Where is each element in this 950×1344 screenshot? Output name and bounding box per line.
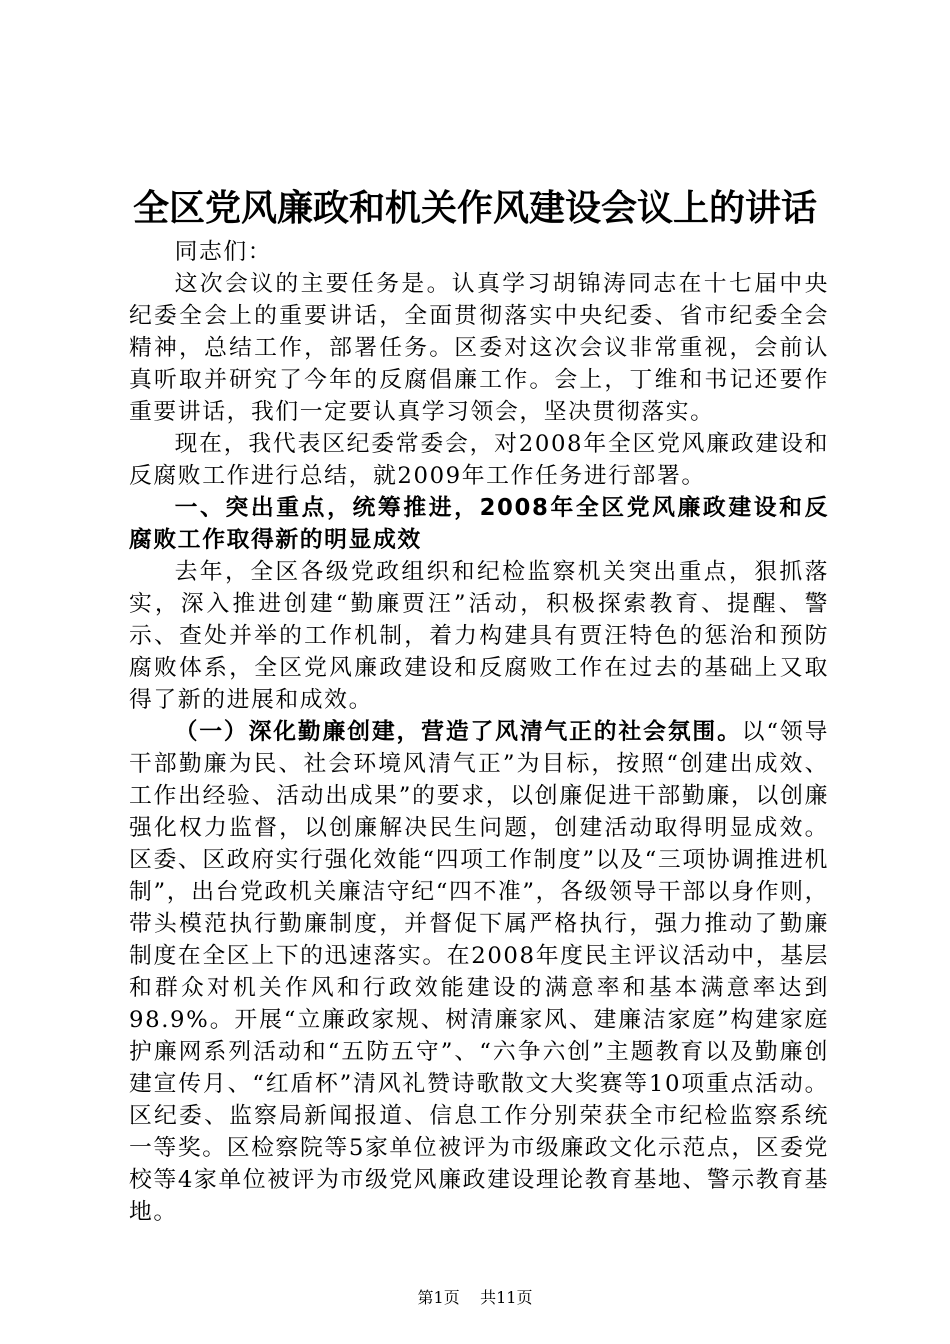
section-heading: 一、突出重点，统筹推进，2008年全区党风廉政建设和反腐败工作取得新的明显成效 [129, 495, 829, 553]
document-title: 全区党风廉政和机关作风建设会议上的讲话 [132, 187, 817, 229]
page-total: 共11页 [480, 1288, 533, 1307]
subsection-heading: （一）深化勤廉创建，营造了风清气正的社会氛围。 [174, 719, 742, 745]
page-footer [0, 1285, 950, 1308]
page-number: 第1页 [417, 1288, 460, 1307]
paragraph: 去年，全区各级党政组织和纪检监察机关突出重点，狠抓落实，深入推进创建“勤廉贾汪”活动，积极探索教育、提醒、警示、查处并举的工作机制，着力构建具有贾汪特色的惩治和预防腐败体系，全区党风廉政建设和反腐败工作在过去的基础上又取得了新的进展和成效。 [129, 559, 829, 713]
paragraph: 现在，我代表区纪委常委会，对2008年全区党风廉政建设和反腐败工作进行总结，就2009年工作任务进行部署。 [129, 431, 829, 489]
document-body [129, 236, 829, 1228]
paragraph: 这次会议的主要任务是。认真学习胡锦涛同志在十七届中央纪委全会上的重要讲话，全面贯彻落实中央纪委、省市纪委全会精神，总结工作，部署任务。区委对这次会议非常重视，会前认真听取并研究了今年的反腐倡廉工作。会上，丁维和书记还要作重要讲话，我们一定要认真学习领会，坚决贯彻落实。 [129, 271, 829, 425]
page-separator [465, 1288, 475, 1307]
salutation: 同志们： [174, 239, 273, 265]
paragraph-text: 以“领导干部勤廉为民、社会环境风清气正”为目标，按照“创建出成效、工作出经验、活动出成果”的要求，以创廉促进干部勤廉，以创廉强化权力监督，以创廉解决民生问题，创建活动取得明显成效。区委、区政府实行强化效能“四项工作制度”以及“三项协调推进机制”，出台党政机关廉洁守纪“四不准”，各级领导干部以身作则，带头模范执行勤廉制度，并督促下属严格执行，强力推动了勤廉制度在全区上下的迅速落实。在2008年度民主评议活动中，基层和群众对机关作风和行政效能建设的满意率和基本满意率达到98.9%。开展“立廉政家规、树清廉家风、建廉洁家庭”构建家庭护廉网系列活动和“五防五守”、“六争六创”主题教育以及勤廉创建宣传月、“红盾杯”清风礼赞诗歌散文大奖赛等10项重点活动。区纪委、监察局新闻报道、信息工作分别荣获全市纪检监察系统一等奖。区检察院等5家单位被评为市级廉政文化示范点，区委党校等4家单位被评为市级党风廉政建设理论教育基地、警示教育基地。 [129, 719, 829, 1225]
paragraph [129, 716, 829, 1228]
